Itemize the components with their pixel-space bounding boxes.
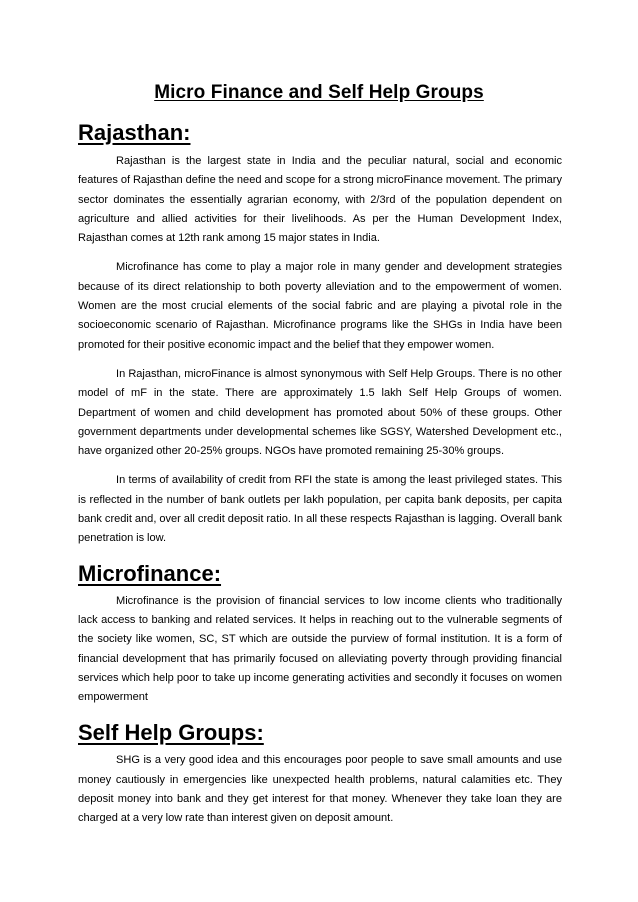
paragraph: Microfinance has come to play a major role in many gender and development strategies because of its direct relationship to both poverty alleviation and to the empowerment of women. Women are the most crucial elements of the social fabric and are playing a pivotal role in the socioeconomic scenario of Rajasthan. Microfinance programs like the SHGs in India have been promoted for their positive economic impact and the belief that they empower women. — [78, 261, 562, 351]
paragraph: SHG is a very good idea and this encourages poor people to save small amounts and use money cautiously in emergencies like unexpected health problems, natural calamities etc. They deposit money into bank and they get interest for that money. Whenever they take loan they are charged at a very low rate than interest given on deposit amount. — [78, 754, 562, 825]
paragraph: In Rajasthan, microFinance is almost synonymous with Self Help Groups. There is no other model of mF in the state. There are approximately 1.5 lakh Self Help Groups of women. Department of women and child development has promoted about 50% of these groups. Other government departments under developmental schemes like SGSY, Watershed Development etc., have organized other 20-25% groups. NGOs have promoted remaining 25-30% groups. — [78, 367, 562, 458]
section-heading-rajasthan: Rajasthan: — [78, 120, 191, 145]
paragraph: In terms of availability of credit from RFI the state is among the least privileged states. This is reflected in the number of bank outlets per lakh population, per capita bank deposits, per capita bank credit and, over all credit deposit ratio. In all these respects Rajasthan is lagging. Overall bank penetration is low. — [78, 474, 562, 545]
section-heading-self-help-groups: Self Help Groups: — [78, 720, 264, 746]
paragraph: Rajasthan is the largest state in India and the peculiar natural, social and economic features of Rajasthan define the need and scope for a strong microFinance movement. The primary sector dominates the essentially agrarian economy, with 2/3rd of the population dependent on agriculture and allied activities for their livelihoods. As per the Human Development Index, Rajasthan comes at 12th rank among 15 major states in India. — [78, 155, 562, 245]
section-heading-microfinance: Microfinance: — [78, 560, 222, 586]
document-body — [78, 117, 562, 829]
document-title: Micro Finance and Self Help Groups — [154, 82, 484, 103]
paragraph: Microfinance is the provision of financial services to low income clients who traditionally lack access to banking and related services. It helps in reaching out to the vulnerable segments of the society like women, SC, ST which are outside the purview of formal institution. It is a form of financial development that has primarily focused on alleviating poverty through providing financial services which help poor to take up income generating activities and secondly it focuses on women empowerment — [78, 594, 562, 704]
